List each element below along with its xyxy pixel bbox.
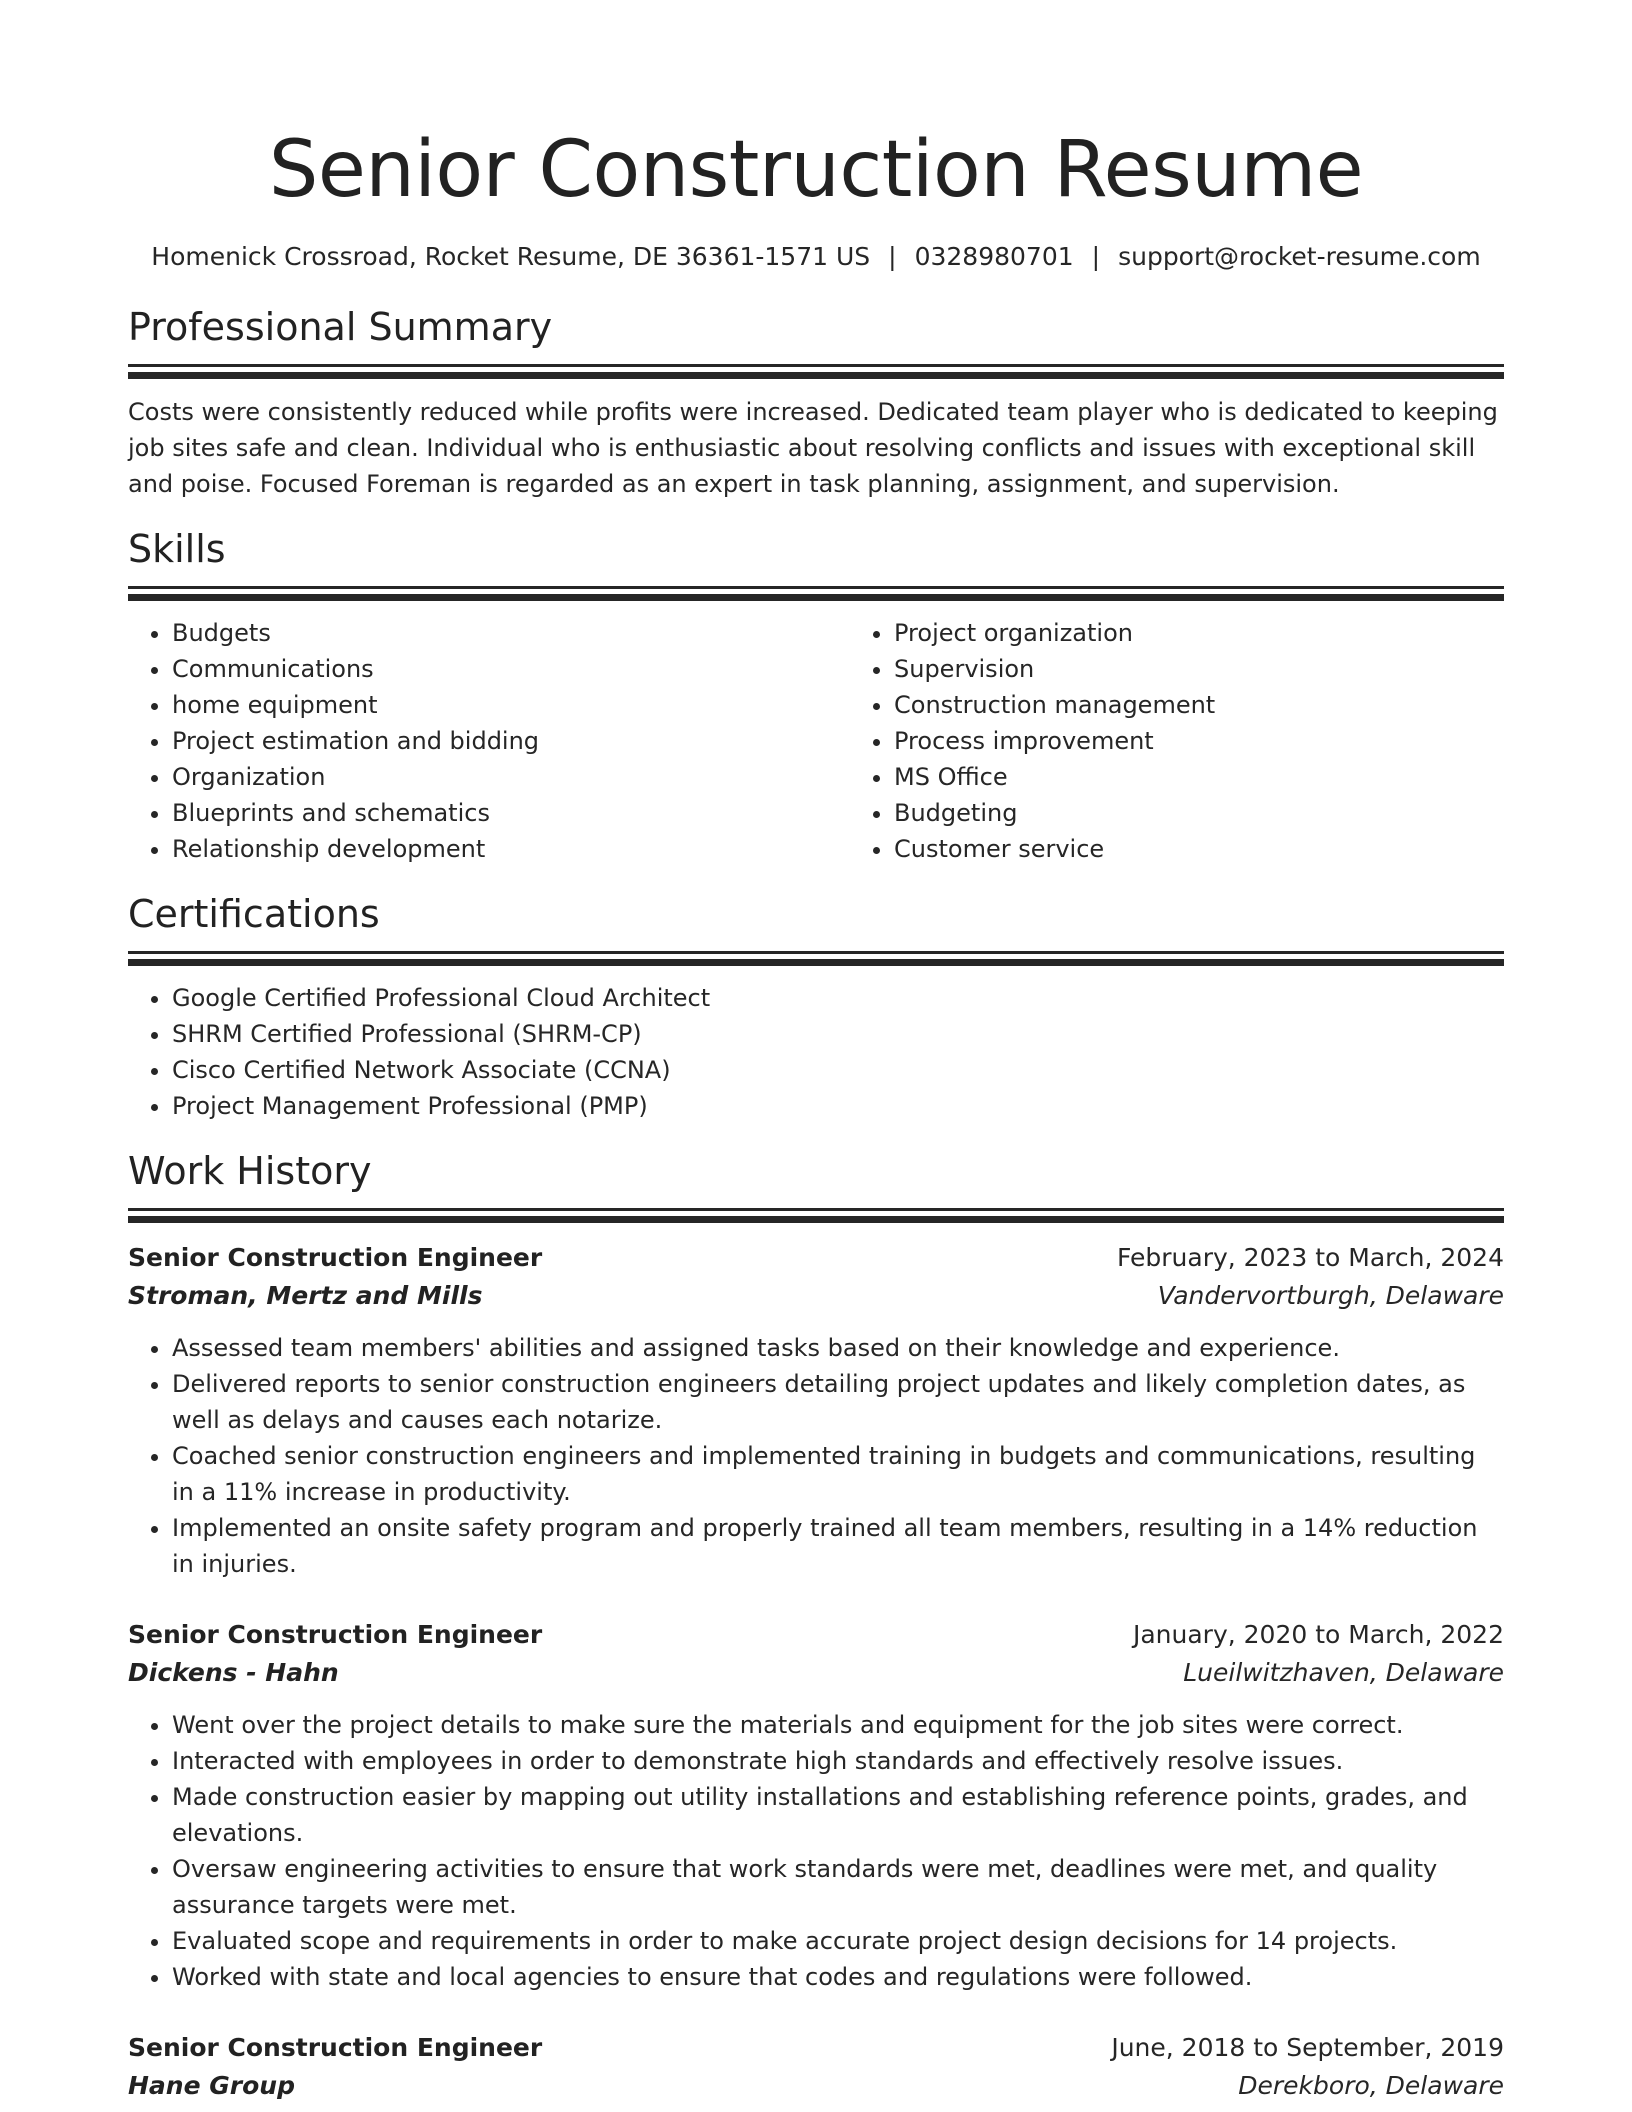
job-company-row	[128, 2067, 1504, 2105]
job-entry	[128, 1616, 1504, 1995]
certification-item: • Project Management Professional (PMP)	[172, 1088, 1504, 1124]
job-dates: February, 2023 to March, 2024	[1116, 1243, 1504, 1272]
skills-list-left	[128, 615, 850, 867]
job-dates: January, 2020 to March, 2022	[1132, 1620, 1504, 1649]
job-title: Senior Construction Engineer	[128, 2033, 543, 2062]
summary-section	[128, 302, 1504, 502]
job-company: Dickens - Hahn	[128, 1658, 339, 1687]
page-title: Senior Construction Resume	[268, 125, 1364, 215]
job-bullet: • Evaluated scope and requirements in order to make accurate project design decisions for 14 projects.	[172, 1923, 1504, 1959]
skills-list-right	[850, 615, 1572, 867]
skill-item: • Project estimation and bidding	[172, 723, 850, 759]
resume-page	[128, 0, 1504, 2105]
section-rule	[128, 959, 1504, 966]
job-bullet: • Worked with state and local agencies to ensure that codes and regulations were followed.	[172, 1959, 1504, 1995]
section-heading-summary: Professional Summary	[128, 305, 553, 349]
job-company: Stroman, Mertz and Mills	[128, 1281, 483, 1310]
skill-item: • home equipment	[172, 687, 850, 723]
contact-email: support@rocket-resume.com	[1118, 242, 1481, 271]
job-bullet: • Interacted with employees in order to demonstrate high standards and effectively resolve issues.	[172, 1743, 1504, 1779]
job-location: Lueilwitzhaven, Delaware	[1183, 1658, 1504, 1687]
job-entry	[128, 1239, 1504, 1582]
job-bullet: • Coached senior construction engineers and implemented training in budgets and communications, resulting in a 11% increase in productivity.	[172, 1438, 1504, 1510]
job-dates: June, 2018 to September, 2019	[1111, 2033, 1504, 2062]
certification-item: • Cisco Certified Network Associate (CCNA)	[172, 1052, 1504, 1088]
skills-grid	[128, 615, 1504, 867]
work-history-section	[128, 1146, 1504, 2105]
skill-item: • Budgeting	[894, 795, 1572, 831]
skill-item: • Blueprints and schematics	[172, 795, 850, 831]
skill-item: • Relationship development	[172, 831, 850, 867]
skill-item: • Project organization	[894, 615, 1572, 651]
skill-item: • Communications	[172, 651, 850, 687]
section-rule	[128, 1208, 1504, 1211]
skill-item: • MS Office	[894, 759, 1572, 795]
job-location: Derekboro, Delaware	[1238, 2071, 1504, 2100]
skill-item: • Budgets	[172, 615, 850, 651]
section-rule	[128, 364, 1504, 367]
section-rule	[128, 594, 1504, 601]
skills-section	[128, 524, 1504, 867]
job-title: Senior Construction Engineer	[128, 1620, 543, 1649]
skill-item: • Organization	[172, 759, 850, 795]
skill-item: • Customer service	[894, 831, 1572, 867]
contact-address: Homenick Crossroad, Rocket Resume, DE 36361-1571 US	[151, 242, 871, 271]
certifications-section	[128, 889, 1504, 1124]
job-bullet: • Made construction easier by mapping out utility installations and establishing reference points, grades, and elevations.	[172, 1779, 1504, 1851]
job-header-row	[128, 1239, 1504, 1277]
job-header-row	[128, 2029, 1504, 2067]
section-rule	[128, 951, 1504, 954]
job-bullet: • Delivered reports to senior construction engineers detailing project updates and likely completion dates, as well as delays and causes each notarize.	[172, 1366, 1504, 1438]
summary-text: Costs were consistently reduced while profits were increased. Dedicated team player who is dedicated to keeping job sites safe and clean. Individual who is enthusiastic about resolving conflicts and issues with exceptional skill and poise. Focused Foreman is regarded as an expert in task planning, assignment, and supervision.	[128, 398, 1498, 498]
certifications-list	[128, 980, 1504, 1124]
section-rule	[128, 1216, 1504, 1223]
job-bullet: • Assessed team members' abilities and assigned tasks based on their knowledge and experience.	[172, 1330, 1504, 1366]
section-heading-certifications: Certifications	[128, 892, 380, 936]
section-rule	[128, 586, 1504, 589]
job-location: Vandervortburgh, Delaware	[1157, 1281, 1504, 1310]
job-bullet: • Implemented an onsite safety program and properly trained all team members, resulting in a 14% reduction in injuries.	[172, 1510, 1504, 1582]
certification-item: • Google Certified Professional Cloud Architect	[172, 980, 1504, 1016]
job-bullet: • Went over the project details to make sure the materials and equipment for the job sites were correct.	[172, 1707, 1504, 1743]
skill-item: • Process improvement	[894, 723, 1572, 759]
job-bullet-list	[128, 1330, 1504, 1582]
section-rule	[128, 372, 1504, 379]
contact-phone: 0328980701	[914, 242, 1074, 271]
section-heading-work-history: Work History	[128, 1149, 372, 1193]
skill-item: • Construction management	[894, 687, 1572, 723]
contact-separator: |	[888, 242, 897, 271]
job-entry	[128, 2029, 1504, 2105]
contact-line	[128, 240, 1504, 274]
section-heading-skills: Skills	[128, 527, 226, 571]
job-company-row	[128, 1277, 1504, 1315]
job-title: Senior Construction Engineer	[128, 1243, 543, 1272]
job-company-row	[128, 1654, 1504, 1692]
job-header-row	[128, 1616, 1504, 1654]
skill-item: • Supervision	[894, 651, 1572, 687]
certification-item: • SHRM Certified Professional (SHRM-CP)	[172, 1016, 1504, 1052]
contact-separator: |	[1091, 242, 1101, 271]
job-company: Hane Group	[128, 2071, 295, 2100]
job-bullet-list	[128, 1707, 1504, 1995]
job-bullet: • Oversaw engineering activities to ensure that work standards were met, deadlines were met, and quality assurance targets were met.	[172, 1851, 1504, 1923]
